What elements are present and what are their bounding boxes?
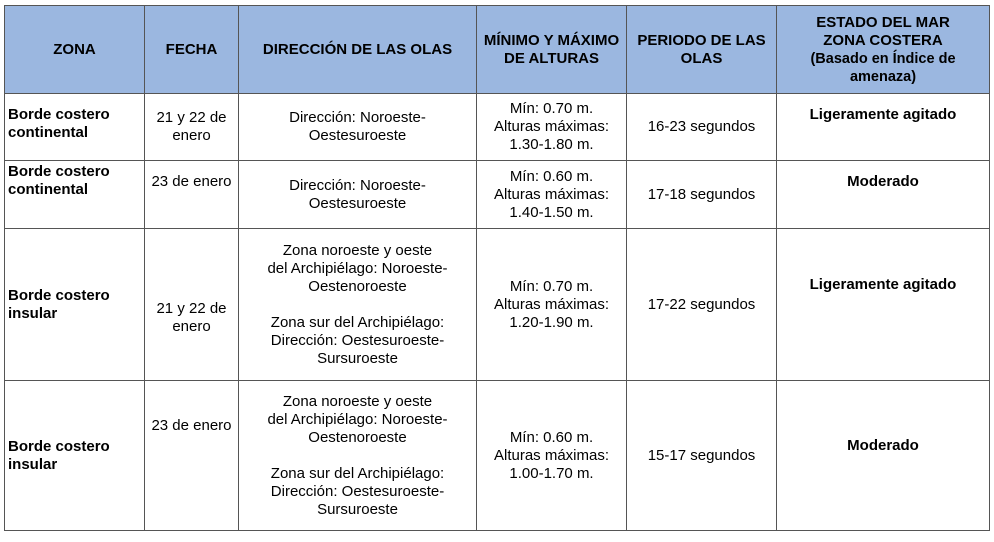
direccion-line: Zona sur del Archipiélago: xyxy=(270,464,445,482)
estado-cell: Ligeramente agitado xyxy=(777,94,990,161)
direccion-line: del Archipiélago: Noroeste- xyxy=(267,410,448,428)
estado-cell: Moderado xyxy=(777,381,990,531)
header-zona: ZONA xyxy=(5,6,145,94)
header-periodo xyxy=(627,6,777,94)
table-row xyxy=(5,229,990,381)
alturas-line: 1.30-1.80 m. xyxy=(509,136,594,153)
direccion-line: Sursuroeste xyxy=(317,349,398,367)
header-estado-line: amenaza) xyxy=(849,68,917,85)
zona-cell xyxy=(5,94,145,161)
alturas-line: 1.00-1.70 m. xyxy=(509,464,594,482)
direccion-line: Oestenoroeste xyxy=(308,277,407,295)
fecha-cell xyxy=(145,381,239,531)
direccion-line: Dirección: Oestesuroeste- xyxy=(270,331,445,349)
zona-line: Borde costero xyxy=(8,163,110,180)
zona-cell xyxy=(5,381,145,531)
alturas-cell xyxy=(477,229,627,381)
direccion-cell xyxy=(239,229,477,381)
header-estado-line: (Basado en Índice de xyxy=(810,50,956,67)
zona-line: Borde costero xyxy=(8,286,110,304)
direccion-line: Dirección: Oestesuroeste- xyxy=(270,482,445,500)
zona-cell xyxy=(5,161,145,229)
table-row xyxy=(5,161,990,229)
zona-line: Borde costero xyxy=(8,437,110,455)
alturas-line: Mín: 0.60 m. xyxy=(509,428,594,446)
direccion-cell xyxy=(239,381,477,531)
header-row xyxy=(5,6,990,94)
fecha-line: enero xyxy=(172,318,211,335)
alturas-line: 1.40-1.50 m. xyxy=(509,203,594,221)
spacer xyxy=(239,447,476,465)
header-periodo-line: OLAS xyxy=(680,49,723,67)
periodo-cell: 16-23 segundos xyxy=(627,94,777,161)
header-fecha: FECHA xyxy=(145,6,239,94)
fecha-line: 23 de enero xyxy=(151,173,232,190)
table-row xyxy=(5,381,990,531)
header-alturas-line: DE ALTURAS xyxy=(504,49,599,67)
direccion-line: Sursuroeste xyxy=(317,500,398,518)
direccion-line: Oestesuroeste xyxy=(308,127,407,144)
periodo-cell: 17-18 segundos xyxy=(627,161,777,229)
wave-forecast-table xyxy=(4,5,990,531)
header-estado-line: ESTADO DEL MAR xyxy=(816,13,950,31)
alturas-line: Alturas máximas: xyxy=(493,185,610,203)
fecha-line: 21 y 22 de xyxy=(156,109,227,126)
periodo-cell: 15-17 segundos xyxy=(627,381,777,531)
direccion-line: Oestenoroeste xyxy=(308,428,407,446)
direccion-line: Oestesuroeste xyxy=(308,194,407,212)
fecha-cell xyxy=(145,229,239,381)
header-direccion: DIRECCIÓN DE LAS OLAS xyxy=(239,6,477,94)
direccion-line: Zona noroeste y oeste xyxy=(282,241,433,259)
alturas-line: Alturas máximas: xyxy=(493,295,610,313)
zona-line: Borde costero xyxy=(8,106,110,123)
alturas-line: Mín: 0.70 m. xyxy=(509,277,594,295)
fecha-line: 21 y 22 de xyxy=(156,300,227,317)
table-row xyxy=(5,94,990,161)
direccion-cell xyxy=(239,161,477,229)
alturas-line: Mín: 0.70 m. xyxy=(509,100,594,117)
alturas-cell xyxy=(477,161,627,229)
header-estado xyxy=(777,6,990,94)
direccion-line: del Archipiélago: Noroeste- xyxy=(267,259,448,277)
direccion-cell xyxy=(239,94,477,161)
spacer xyxy=(239,296,476,314)
header-estado-line: ZONA COSTERA xyxy=(823,31,943,49)
fecha-line: 23 de enero xyxy=(151,417,232,434)
fecha-cell xyxy=(145,94,239,161)
estado-cell: Ligeramente agitado xyxy=(777,229,990,381)
alturas-line: 1.20-1.90 m. xyxy=(509,313,594,331)
alturas-cell xyxy=(477,94,627,161)
direccion-line: Zona sur del Archipiélago: xyxy=(270,313,445,331)
header-alturas-line: MÍNIMO Y MÁXIMO xyxy=(483,31,620,49)
zona-line: insular xyxy=(8,455,58,473)
estado-cell: Moderado xyxy=(777,161,990,229)
alturas-cell xyxy=(477,381,627,531)
zona-line: continental xyxy=(8,124,89,141)
fecha-line: enero xyxy=(172,127,211,144)
fecha-cell xyxy=(145,161,239,229)
zona-cell xyxy=(5,229,145,381)
direccion-line: Dirección: Noroeste- xyxy=(289,176,426,194)
alturas-line: Alturas máximas: xyxy=(493,446,610,464)
zona-line: continental xyxy=(8,181,89,198)
alturas-line: Alturas máximas: xyxy=(493,118,610,135)
header-periodo-line: PERIODO DE LAS xyxy=(637,31,766,49)
alturas-line: Mín: 0.60 m. xyxy=(509,167,594,185)
direccion-line: Dirección: Noroeste- xyxy=(289,109,426,126)
header-alturas xyxy=(477,6,627,94)
zona-line: insular xyxy=(8,304,58,322)
direccion-line: Zona noroeste y oeste xyxy=(282,392,433,410)
periodo-cell: 17-22 segundos xyxy=(627,229,777,381)
